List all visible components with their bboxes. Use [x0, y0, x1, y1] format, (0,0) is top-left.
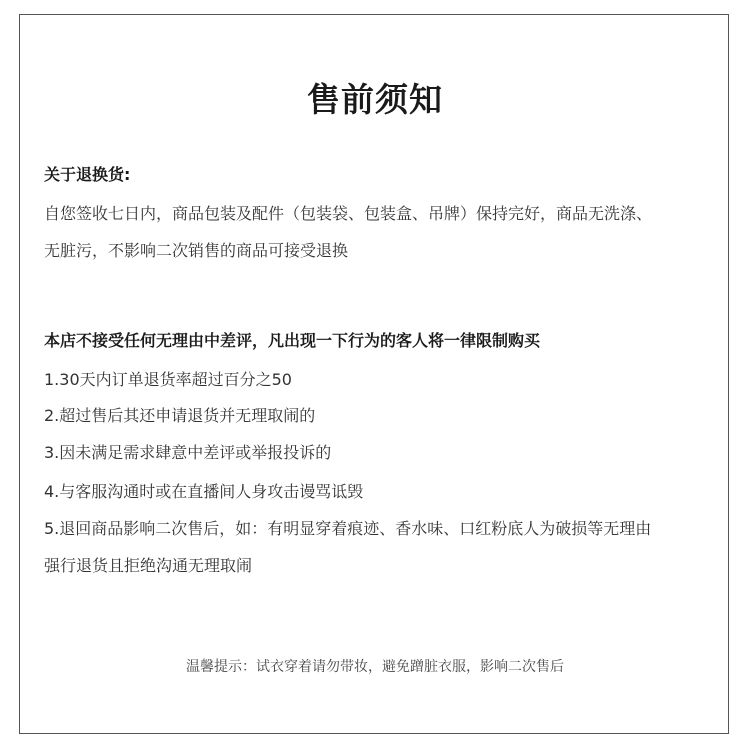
policy-item-5-cont: 强行退货且拒绝沟通无理取闹 [44, 556, 253, 575]
policy-item-3: 3.因未满足需求肆意中差评或举报投诉的 [44, 443, 332, 462]
policy-item-5: 5.退回商品影响二次售后，如：有明显穿着痕迹、香水味、口红粉底人为破损等无理由 [44, 519, 652, 538]
page-title: 售前须知 [307, 80, 443, 119]
returns-line-1: 自您签收七日内，商品包装及配件（包装袋、包装盒、吊牌）保持完好，商品无洗涤、 [44, 204, 653, 223]
policy-item-4: 4.与客服沟通时或在直播间人身攻击谩骂诋毁 [44, 482, 364, 501]
tip-text: 温馨提示：试衣穿着请勿带妆，避免蹭脏衣服，影响二次售后 [186, 659, 564, 675]
policy-item-2: 2.超过售后其还申请退货并无理取闹的 [44, 406, 316, 425]
returns-heading: 关于退换货: [44, 165, 131, 184]
policy-heading: 本店不接受任何无理由中差评，凡出现一下行为的客人将一律限制购买 [44, 331, 541, 350]
returns-line-2: 无脏污，不影响二次销售的商品可接受退换 [44, 241, 349, 260]
policy-item-1: 1.30天内订单退货率超过百分之50 [44, 370, 292, 389]
